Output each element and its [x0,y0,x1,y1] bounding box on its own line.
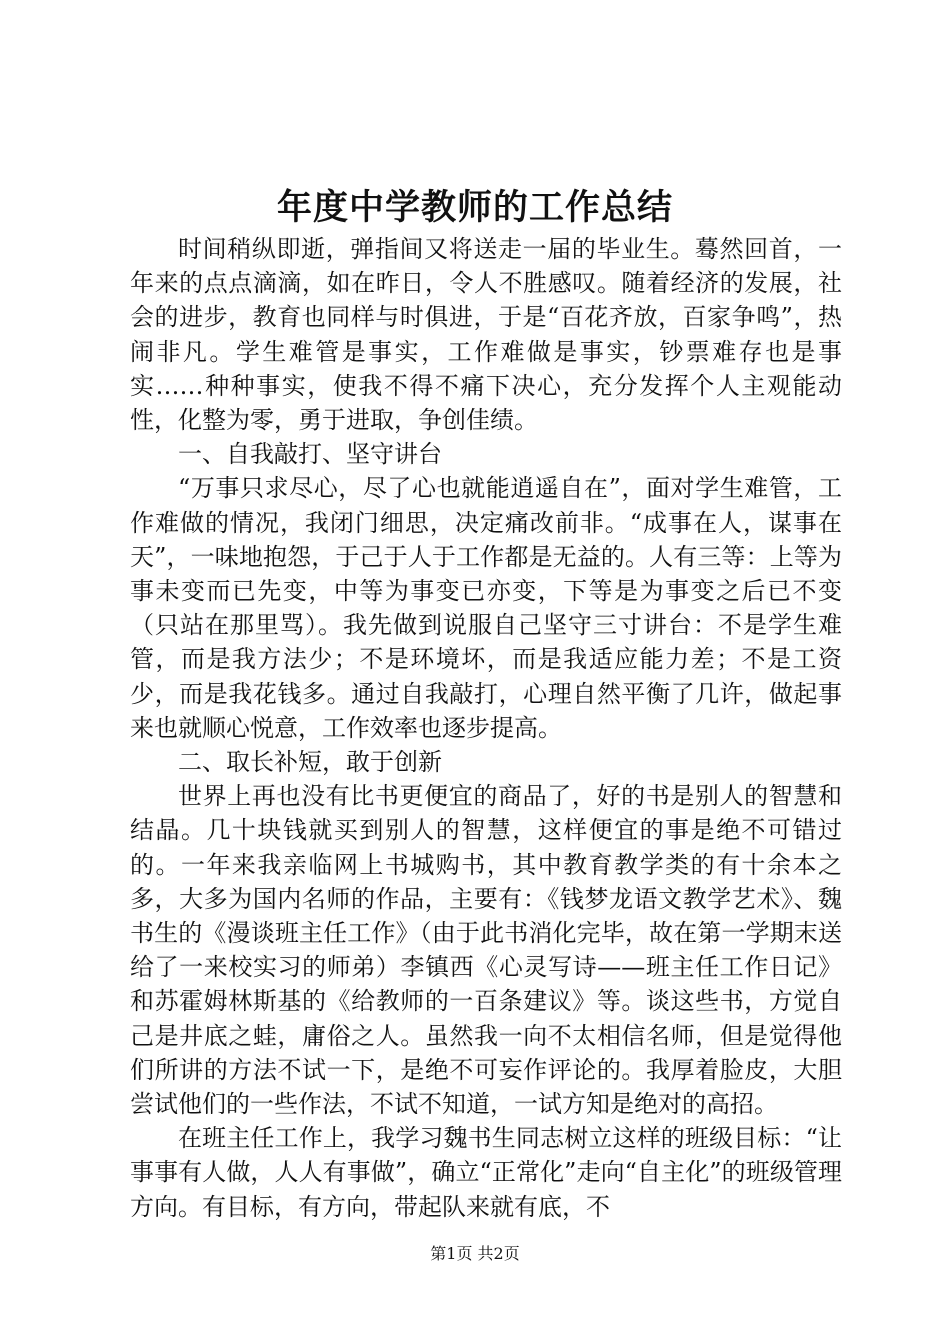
page-number-footer: 第1页 共2页 [430,1244,520,1263]
paragraph-intro: 时间稍纵即逝，弹指间又将送走一届的毕业生。蓦然回首，一年来的点点滴滴，如在昨日，令人不胜感叹。随着经济的发展，社会的进步，教育也同样与时俱进，于是“百花齐放，百家争鸣”，热闹非凡。学生难管是事实，工作难做是事实，钞票难存也是事实……种种事实，使我不得不痛下决心，充分发挥个人主观能动性，化整为零，勇于进取，争创佳绩。 [130,235,842,435]
paragraph-section-2: 世界上再也没有比书更便宜的商品了，好的书是别人的智慧和结晶。几十块钱就买到别人的智慧，这样便宜的事是绝不可错过的。一年来我亲临网上书城购书，其中教育教学类的有十余本之多，大多为国内名师的作品，主要有：《钱梦龙语文教学艺术》、魏书生的《漫谈班主任工作》（由于此书消化完毕，故在第一学期末送给了一来校实习的师弟）李镇西《心灵写诗——班主任工作日记》和苏霍姆林斯基的《给教师的一百条建议》等。谈这些书，方觉自己是井底之蛙，庸俗之人。虽然我一向不太相信名师，但是觉得他们所讲的方法不试一下，是绝不可妄作评论的。我厚着脸皮，大胆尝试他们的一些作法，不试不知道，一试方知是绝对的高招。 [130,782,842,1119]
section-heading-1: 一、自我敲打、坚守讲台 [178,440,442,469]
paragraph-section-2-continued: 在班主任工作上，我学习魏书生同志树立这样的班级目标：“让事事有人做，人人有事做”，确立“正常化”走向“自主化”的班级管理方向。有目标，有方向，带起队来就有底，不 [130,1124,842,1221]
section-heading-2: 二、取长补短，敢于创新 [178,748,442,777]
document-title: 年度中学教师的工作总结 [276,187,673,228]
document-body [130,232,842,1224]
paragraph-section-1: “万事只求尽心，尽了心也就能逍遥自在”，面对学生难管，工作难做的情况，我闭门细思，决定痛改前非。“成事在人，谋事在天”，一味地抱怨，于己于人于工作都是无益的。人有三等：上等为事未变而已先变，中等为事变已亦变，下等是为事变之后已不变（只站在那里骂）。我先做到说服自己坚守三寸讲台：不是学生难管，而是我方法少；不是环境坏，而是我适应能力差；不是工资少，而是我花钱多。通过自我敲打，心理自然平衡了几许，做起事来也就顺心悦意，工作效率也逐步提高。 [130,474,842,742]
